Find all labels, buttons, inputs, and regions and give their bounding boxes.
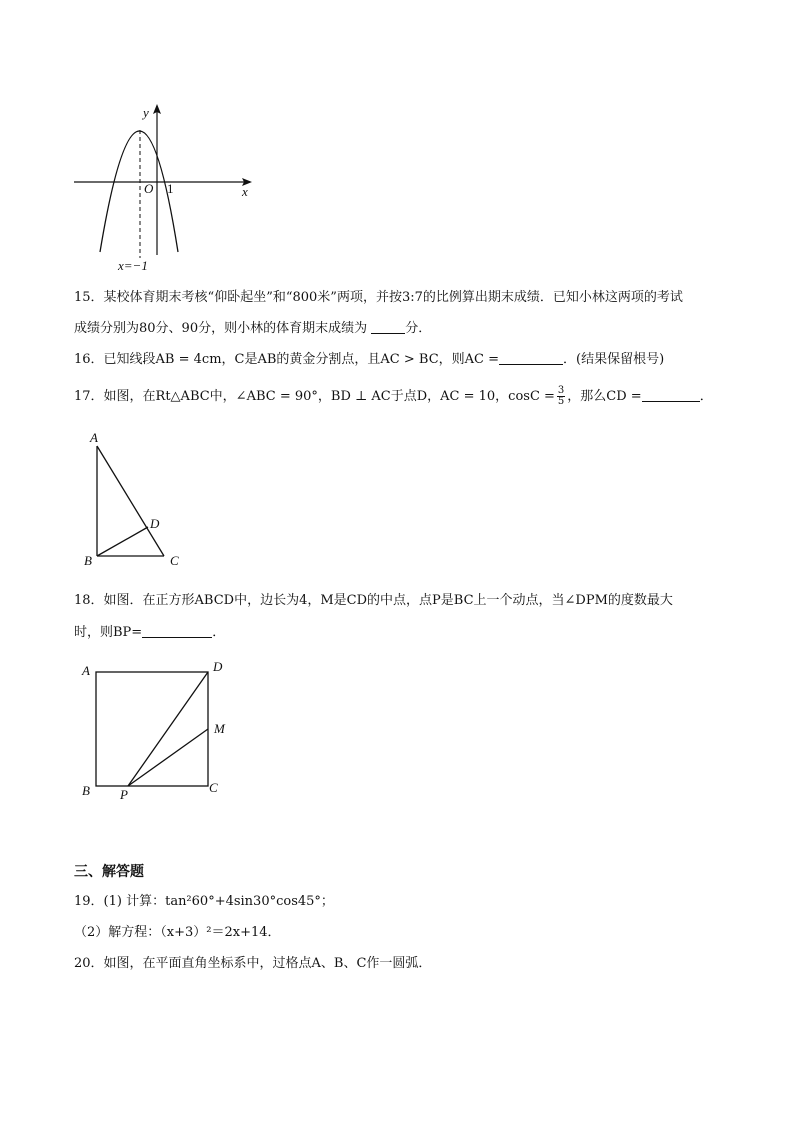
parabola-figure — [60, 100, 270, 280]
q15-text-b: 成绩分别为80分、90分，则小林的体育期末成绩为 — [74, 321, 368, 336]
q16-text-b: ．(结果保留根号) — [563, 352, 665, 367]
q17-line — [74, 386, 713, 407]
q15-line-1: 15．某校体育期末考核“仰卧起坐”和“800米”两项，并按3:7的比例算出期末成绩．已知小林这两项的考试 — [74, 290, 683, 305]
section-3-title: 三、解答题 — [74, 864, 144, 880]
q15-text-c: 分． — [405, 321, 432, 336]
segment-PD — [128, 672, 208, 786]
x-axis-label: x — [242, 184, 248, 199]
segment-AC — [97, 446, 164, 556]
triangle-label-A: A — [90, 430, 98, 445]
triangle-figure — [80, 430, 190, 575]
q18-line-1: 18．如图．在正方形ABCD中，边长为4，M是CD的中点，点P是BC上一个动点，当∠DPM的度数最大 — [74, 593, 673, 608]
q17-text-b: ，那么CD = — [567, 389, 642, 404]
q18-text-b: 时，则BP= — [74, 625, 143, 640]
q18-answer-blank[interactable] — [142, 624, 212, 638]
square-label-B: B — [82, 783, 90, 798]
square-label-M: M — [214, 721, 225, 736]
segment-PM — [128, 729, 208, 786]
q18-line-2 — [74, 624, 225, 642]
q18-text-c: ． — [212, 625, 226, 640]
q17-answer-blank[interactable] — [642, 388, 700, 402]
square-label-C: C — [209, 780, 218, 795]
segment-BD — [97, 527, 148, 556]
q19-part-2: （2）解方程：（x+3）²＝2x+14． — [74, 925, 281, 940]
origin-label: O — [144, 181, 154, 196]
q19-part-1: 19．(1) 计算：tan²60°+4sin30°cos45°； — [74, 894, 334, 909]
axis-of-symmetry-label: x=−1 — [118, 258, 148, 273]
triangle-label-B: B — [84, 553, 92, 568]
square-figure — [78, 658, 238, 803]
y-axis-label: y — [143, 105, 149, 120]
q16-line — [74, 351, 664, 369]
triangle-label-C: C — [170, 553, 179, 568]
q17-frac-num: 3 — [557, 385, 565, 396]
q16-text-a: 16．已知线段AB = 4cm，C是AB的黄金分割点，且AC > BC，则AC = — [74, 352, 500, 367]
q17-frac-den: 5 — [557, 396, 565, 407]
q17-text-a: 17．如图，在Rt△ABC中，∠ABC = 90°，BD ⊥ AC于点D，AC = 10，cosC = — [74, 389, 555, 404]
q17-fraction — [557, 386, 565, 407]
q17-text-c: ． — [699, 389, 713, 404]
triangle-label-D: D — [150, 516, 160, 531]
square-label-D: D — [213, 659, 223, 674]
square-label-A: A — [82, 663, 90, 678]
q15-line-2 — [74, 320, 431, 338]
q20-line: 20．如图，在平面直角坐标系中，过格点A、B、C作一圆弧． — [74, 956, 432, 971]
parabola-svg — [60, 100, 270, 280]
tick-1-label: 1 — [167, 181, 174, 196]
q16-answer-blank[interactable] — [499, 351, 563, 365]
square-label-P: P — [120, 787, 128, 802]
q15-answer-blank[interactable] — [371, 320, 405, 334]
